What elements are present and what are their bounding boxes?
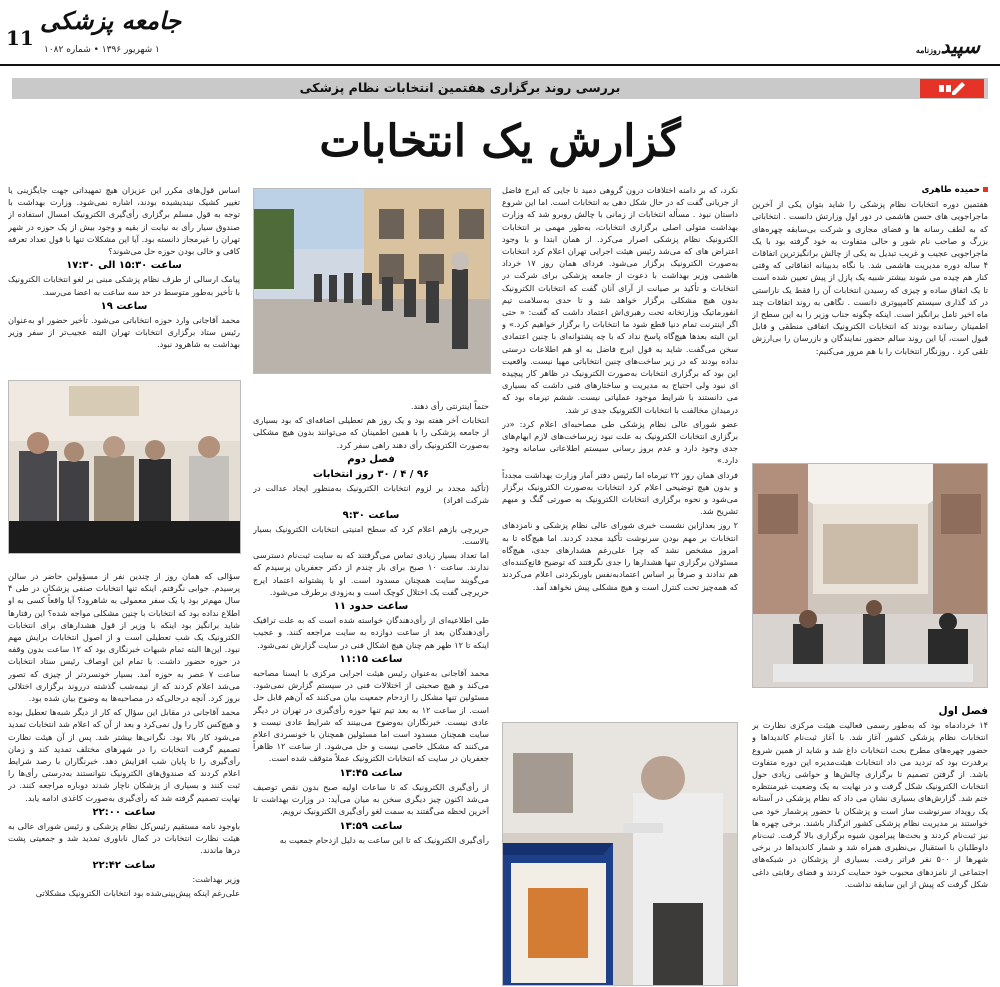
newspaper-name: سپید (940, 34, 980, 58)
section-heading: فصل دوم (347, 453, 395, 465)
section-heading: فصل اول (938, 705, 988, 717)
paragraph: باوجود نامه مستقیم رئیس‌کل نظام پزشکی و رئیس شورای عالی به هیئت نظارت انتخابات در کمال ناباوری تمدید شد و جمعیتی پشت درها ماندند. (8, 821, 240, 856)
paragraph: حتماً اینترنتی رأی دهند. (410, 401, 489, 411)
kicker-band (12, 78, 988, 99)
paragraph: (تأکید مجدد بر لزوم انتخابات الکترونیک به‌منظور ایجاد عدالت در شرکت افراد) (253, 483, 489, 506)
paragraph: طی اطلاعیه‌ای از رأی‌دهندگان خواسته شده است که به علت ترافیک رأی‌دهندگان بعد از ساعت دوازده به سایت مراجعه کنند. و عجیب اینکه تا ۱۲ ظهر هم چنان هیچ اشکال فنی در سایت گزارش نمی‌شود. (253, 615, 489, 650)
paragraph: فردای همان روز ۲۲ تیرماه اما رئیس دفتر آمار وزارت بهداشت مجدداً و بدون هیچ توضیحی اعلام کرد انتخابات به‌صورت الکترونیک برگزار می‌شود و نحوه برگزاری انتخابات الکترونیک به صورتی گنگ و مبهم تشریح شد. (502, 469, 738, 517)
headline: گزارش یک انتخابات (319, 116, 681, 167)
paragraph: نکرد، که بر دامنه اختلافات درون گروهی دمید تا جایی که ایرج فاضل از جریانی گفت که در حال شکل دهی به انتخابات است. اما این شروع داستان نبود . مسأله انتخابات از زمانی با چالش روبرو شد که وزارت بهداشت متولی اصلی برگزاری انتخابات، به‌طور مهمی بر انتخابات الکترونیک نظام پزشکی اصرار می‌کرد. از همان ابتدا و با وجود اعتراض های که می‌شد رئیس هیئت اجرایی تهران اعلام کرد انتخابات به‌صورت الکترونیک برگزار می‌شود. فردای همان روز ۱۷ خرداد هاشمی وزیر بهداشت با دعوت از جامعه پزشکی برای شرکت در انتخابات و تأکید بر صیانت از آرای آنان گفت که انتخابات الکترونیک بدون هیچ مشکلی برگزار خواهد شد و تا حدی به‌سلامت تیم انفورماتیک وزارتخانه تحت رهبری‌اش اعتماد داشت که گفت: « حتی اگر اینترنت تمام دنیا قطع شود ما انتخابات را برگزار خواهیم کرد.» و این البته بعدها هیچ‌گاه پاسخ نداد که با چه پشتوانه‌ای با چنین اعتمادی سخن می‌گفت. شاید به قول ایرج فاضل به او هم اطلاعات درستی نداده بودند که در زیر ساخت‌های چنین انتخاباتی مهیا نیست. واقعیت این بود که برگزاری انتخابات به‌صورت الکترونیک در ظاهر کار پیچیده ای نبود ولی احتیاج به مدیریت و ساختارهای فنی داشت که بسیاری می دانستند با شرایط موجود عملیاتی نیست. ششم تیرماه بود که درمیدان مخالفت با انتخابات الکترونیک جدی تر شد. (502, 185, 738, 415)
paragraph: محمد آقاجانی در مقابل این سؤال که کار از دیگر شبه‌ها تعطیل بوده و هیچ‌کس کار را ول نمی‌کرد و بعد از آن که اعلام شد انتخابات تمدید می‌شود کار بالا بود. نگرانی‌ها بیشتر شد. پس از آن هیئت نظارت تصمیم گرفت انتخابات را در شهرهای مختلف تمدید کند و زمان رأی‌گیری را تا پایان شب افزایش دهد. خبرنگاران با رصد شرایط اعلام کردند که صندوق‌های الکترونیک نتوانستند به‌درستی رأی‌ها را ثبت کنند و بسیاری از پزشکان ناچار شدند دوباره مراجعه کنند. در نهایت تصمیم گرفته شد که رأی‌گیری به‌صورت کاغذی ادامه یابد. (8, 707, 240, 803)
issue-info: ۱ شهریور ۱۳۹۶ • شماره ۱۰۸۲ (44, 45, 160, 55)
article-column-mid-right (502, 184, 738, 709)
time-heading: ساعت ۱۹ (100, 300, 148, 312)
byline: حمیده طاهری (752, 184, 988, 196)
paragraph: محمد آقاجانی به‌عنوان رئیس هیئت اجرایی مرکزی با ایسنا مصاحبه می‌کند و هیچ صحبتی از اختلالات فنی در سیستم گزارش نمی‌شود. مسئولین تنها مشکل را ازدحام جمعیت بیان می‌کنند که آن‌هم قابل حل است. از ساعت ۱۲ به بعد تیم تنها حوزه رأی‌گیری در تهران در دیگر عادی نیست. خبرنگاران به‌وضوح می‌بینند که شرایط عادی نیست و سایت همچنان مسدود است اما مسئولین همچنان با خونسردی اعلام می‌کنند که مشکل خاصی نیست و حل می‌شود. از ساعت ۱۲ ظاهراً جعفریان در سایت که انتخابات الکترونیک عملاً متوقف شده است. (253, 668, 489, 764)
newspaper-prefix: روزنامه (915, 45, 941, 55)
newspaper-logo (914, 34, 980, 58)
officials-photo (8, 380, 241, 554)
paragraph: علی‌رغم اینکه پیش‌بینی‌شده بود انتخابات الکترونیک مشکلاتی (35, 888, 240, 899)
time-heading: ساعت ۱۳:۵۹ (339, 820, 403, 832)
article-column-left-top (8, 184, 240, 372)
masthead-rule (0, 64, 1000, 66)
paragraph: انتخابات آخر هفته بود و یک روز هم تعطیلی اضافه‌ای که بود بسیاری از جامعه پزشکی را با همین اطمینان که می‌توانند بدون هیچ مشکلی به‌صورت الکترونیک رأی دهند راهی سفر کرد. (253, 415, 489, 450)
paragraph: رأی‌گیری الکترونیک که تا این ساعت به دلیل ازدحام جمعیت به (279, 834, 489, 845)
paragraph: سؤالی که همان روز از چندین نفر از مسؤولین حاضر در سالن پرسیدم. جوابی نگرفتم. اینکه تنها انتخابات صنفی پزشکان در طی ۴ سال مهم‌تر بود یا یک سفر معمولی به شاهرود؟ آیا واقعاً کسی به او اطلاع نداده بود که انتخابات با چنین مشکلی مواجه شده؟ این رفتارها شاید برانگیز بود اینکه با وزیر از قول هشدارهای برای انتخابات الکترونیک یک شب تعطیلی است و از اصول انتخابات برایش مهم نبود. این‌ها البته تمام شبهات خبرنگاری بود که ۱۲ ساعت بدون وقفه در حوزه حضور داشت. با تمام این اوصاف رئیس ستاد انتخابات ساعت ۷ عصر به حوزه آمد. بسیار خونسردتر از چیزی که تصور می‌شد اعلام کردند که از نیمه‌شب گذشته درروند برگزاری اختلالی بروز کرد. آنچه درحالی‌که در مصاحبه‌ها به وضوح بیان شده بود. (8, 571, 240, 704)
masthead (0, 0, 1000, 66)
section-subheading: ۹۶ / ۴ / ۳۰ روز انتخابات (312, 469, 430, 481)
article-column-right-top (752, 184, 988, 452)
time-heading: ساعت حدود ۱۱ (333, 601, 409, 613)
paragraph: وزیر بهداشت: (192, 873, 240, 884)
time-heading: ساعت ۲۲:۴۲ (92, 859, 156, 871)
queue-photo (253, 188, 491, 374)
kicker-text: بررسی روند برگزاری هفتمین انتخابات نظام پزشکی (299, 80, 621, 95)
paragraph: ۱۴ خردادماه بود که به‌طور رسمی فعالیت هیئت مرکزی نظارت بر انتخابات نظام پزشکی کشور آغاز شد. با آغاز ثبت‌نام کاندیداها و حضور چهره‌های مطرح بحث انتخابات داغ شد و شاید از همین شروع برقدرت بود که تردید می داد انتخابات هیئت‌مدیره این دوره متفاوت باشد. از گرفتن تصمیم تا برگزاری چالش‌ها و حواشی زیادی حول انتخابات الکترونیک شکل گرفت و در نهایت به یک وضعیت غیرمنتظره ختم شد. گزارش‌های بسیاری نشان می داد که نظام پزشکی در آستانه یک رویداد سرنوشت ساز است و پزشکان با حضور پرشمار خود می خواستند بر مدیریت نظام پزشکی کشور اثرگذار باشند. برخی چهره ها نیز ثبت‌نام کردند و بحث‌ها پیرامون شیوه برگزاری بالا گرفت. ثبت‌نام داوطلبان با استقبال بی‌نظیری همراه شد و شمار کاندیداها در برخی شهرها از ۵۰۰ نفر فراتر رفت. بسیاری از پزشکان در شبکه‌های اجتماعی از نامزدهای محبوب خود حمایت کردند و فضای رقابتی داغی شکل گرفت که پیش از این سابقه نداشت. (752, 720, 988, 889)
paragraph: اساس قول‌های مکرر این عزیزان هیچ تمهیداتی جهت جایگزینی یا تغییر کشیک نیندیشیده بودند، اشاره نمی‌شود. وزارت بهداشت با توجه به قول مسلم برگزاری رأی‌گیری الکترونیک امسال استفاده از صندوق سیار رأی به نیابت از بقیه و وجود بیش از یک حوزه در شهر تهران را غیرمجاز دانسته بود. آیا این مشکلات تنها با قول تعداد تعرفه کافی و خالی بودن حوزه حل می‌شوند؟ (8, 185, 240, 257)
paragraph: ۲ روز بعدازاین نشست خبری شورای عالی نظام پزشکی و نامزدهای انتخابات بر مهم بودن سرنوشت تأکید مجدد کردند. اما هیچ‌گاه تا به امروز مشخص نشد که چرا علی‌رغم هشدارهای جدی، هیچ‌گاه مسئولان برگزاری تنها هشدارها را جدی نگرفتند که توضیح قانع‌کننده‌ای هم ندادند و صرفاً بر اساس اعتمادبه‌نفس باورنکردنی اعلام می‌کردند که همه‌چیز تحت کنترل است و هیچ مشکلی پیش نخواهد آمد. (502, 520, 738, 592)
time-heading: ساعت ۲۲:۰۰ (92, 806, 156, 818)
article-column-left-bottom (8, 570, 240, 987)
paragraph: اما تعداد بسیار زیادی تماس می‌گرفتند که به سایت ثبت‌نام دسترسی ندارند. ساعت ۱۰ صبح برای بار چندم از دکتر جعفریان پرسیدم که می‌گویند سایت همچنان مسدود است. او با پشتوانه اعتماد ایرج حریرچی گفت یک اختلال کوچک است و به‌زودی برطرف می‌شود. (253, 550, 489, 597)
paragraph: پیامک ارسالی از طرف نظام پزشکی مبنی بر لغو انتخابات الکترونیک با تأخیر به‌طور متوسط در حد سه ساعت به اعضا می‌رسد. (8, 274, 240, 297)
pen-icon (938, 81, 966, 96)
time-heading: ساعت ۹:۳۰ (342, 509, 400, 521)
time-heading: ساعت ۱۳:۴۵ (339, 767, 403, 779)
time-heading: ساعت ۱۵:۳۰ الی ۱۷:۳۰ (66, 260, 182, 272)
hall-photo (752, 463, 988, 688)
time-heading: ساعت ۱۱:۱۵ (339, 653, 403, 665)
voter-photo (502, 722, 738, 986)
article-column-right-bottom (752, 700, 988, 987)
paragraph: عضو شورای عالی نظام پزشکی طی مصاحبه‌ای اعلام کرد: «در برگزاری انتخابات الکترونیک به علت نبود زیرساخت‌های لازم ابهام‌های جدی وجود دارد و عدم بروز رسانی سیستم اطلاعاتی سامانه وجود دارد.» (502, 418, 738, 466)
paragraph: از رأی‌گیری الکترونیک که تا ساعات اولیه صبح بدون نقص توصیف می‌شد اکنون چیز دیگری سخن به میان می‌آید: در وزارت بهداشت تا آخرین لحظه می‌گفتند به سمت لغو رأی‌گیری الکترونیک نرویم. (253, 781, 489, 817)
page-number: 11 (6, 26, 34, 50)
paragraph: محمد آقاجانی وارد حوزه انتخاباتی می‌شود. تأخیر حضور او به‌عنوان رئیس ستاد برگزاری انتخابات تهران البته عجیب‌تر از سفر وزیر بهداشت به شاهرود نبود. (8, 315, 240, 350)
section-title: جامعه پزشکی (40, 6, 182, 35)
pen-badge (920, 79, 984, 98)
article-column-mid-left (253, 400, 489, 987)
paragraph: هفتمین دوره انتخابات نظام پزشکی را شاید بتوان یکی از آخرین ماجراجویی های حسن هاشمی در دور اول وزارتش دانست . انتخاباتی که به لطف رسانه ها و فضای مجازی و شرکت بی‌سابقه چهره‌های بزرگ و صاحب نام شور و حالی متفاوت به خود گرفته بود با یک ماجراجویی عجیب و غریب تبدیل به یکی از چالش برانگیزترین اتفاقات ۴ ساله دوره مدیریت هاشمی شد. با نگاه بدبینانه اتفاقاتی که وقتی کنار هم چیده می شوند بیشتر شبیه یک پازل از پیش تعیین شده است تا یک اتفاق ساده و چیزی که رسیدن انتخابات آن را فقط یک ناراستی در کد گذاری سیستم کامپیوتری دانست . نگاهی به روند اتفاقات چند ماه اخیر تامل برانگیز است. اینکه چگونه جناب وزیر را به این سطح از اطمینان رسانده بودند که انتخابات الکترونیک اتفاقی منطقی و قابل قبول است، آیا این روند سالم حضور نمایندگان و بازرسان را بی‌ارزش تلقی کرد . روزنگار انتخابات را با هم مرور می‌کنیم: (752, 199, 988, 356)
paragraph: حریرچی بازهم اعلام کرد که سطح امنیتی انتخابات الکترونیک بسیار بالاست. (253, 523, 489, 547)
